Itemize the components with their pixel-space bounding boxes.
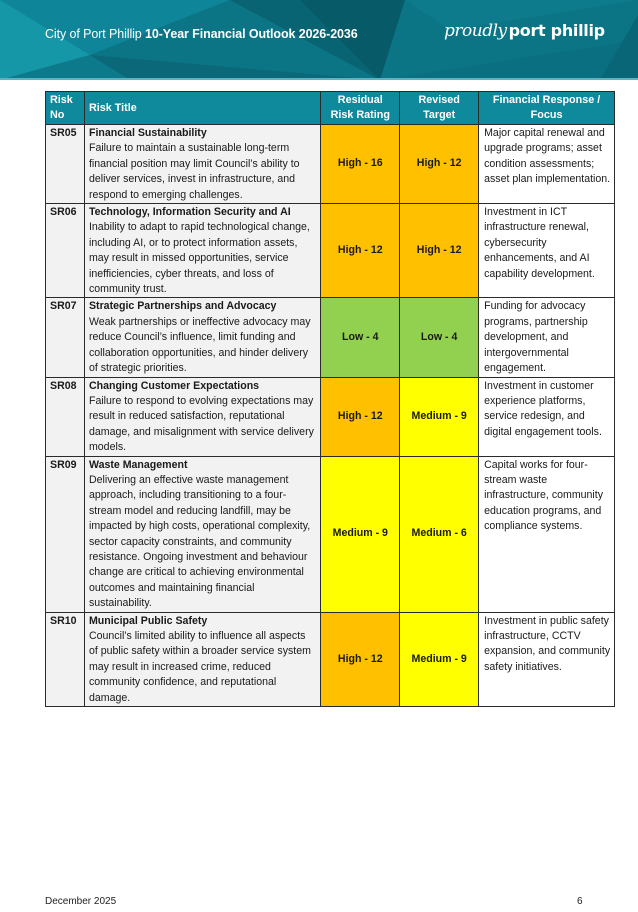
table-row	[46, 125, 615, 204]
risk-title: Strategic Partnerships and Advocacy	[88, 300, 277, 313]
residual-risk-rating: High - 12	[321, 377, 400, 456]
table-row	[46, 612, 615, 706]
risk-no: SR09	[46, 456, 85, 612]
financial-response: Investment in ICT infrastructure renewal, cybersecurity enhancements, and AI capability development.	[479, 204, 615, 298]
table-row	[46, 377, 615, 456]
revised-target: Medium - 9	[400, 377, 479, 456]
risk-no: SR10	[46, 612, 85, 706]
financial-response: Capital works for four-stream waste infrastructure, community education programs, and compliance systems.	[479, 456, 615, 612]
document-title	[45, 27, 358, 41]
risk-title-cell	[84, 612, 320, 706]
header-residual-risk-rating: Residual Risk Rating	[321, 92, 400, 125]
revised-target: Medium - 6	[400, 456, 479, 612]
risk-description: Delivering an effective waste management approach, including transitioning to a four-stream model and reducing landfill, may be impacted by high costs, operational complexity, sector capacity constraints, and community resistance. Ongoing investment and behaviour change are critical to achieving environmental outcomes and maintaining financial sustainability.	[88, 473, 311, 610]
table-row	[46, 204, 615, 298]
revised-target: High - 12	[400, 204, 479, 298]
financial-response: Funding for advocacy programs, partnership development, and intergovernmental engagement.	[479, 298, 615, 377]
risk-description: Failure to maintain a sustainable long-term financial position may limit Council’s ability to deliver services, invest in infrastructure, and respond to emerging challenges.	[88, 142, 300, 201]
page-number: 6	[577, 896, 583, 907]
risk-no: SR05	[46, 125, 85, 204]
financial-response: Investment in public safety infrastructure, CCTV expansion, and community safety initiatives.	[479, 612, 615, 706]
header-financial-response: Financial Response / Focus	[479, 92, 615, 125]
risk-description: Weak partnerships or ineffective advocacy may reduce Council’s influence, limit funding and collaboration opportunities, and hinder delivery of strategic priorities.	[88, 315, 311, 375]
table-header-row	[46, 92, 615, 125]
residual-risk-rating: High - 16	[321, 125, 400, 204]
header-risk-no: Risk No	[46, 92, 85, 125]
table-row	[46, 298, 615, 377]
document-title-bold: 10-Year Financial Outlook 2026-2036	[145, 27, 358, 41]
risk-title-cell	[84, 298, 320, 377]
risk-description: Failure to respond to evolving expectations may result in reduced satisfaction, reputational damage, and misalignment with service delivery models.	[88, 394, 314, 454]
residual-risk-rating: Medium - 9	[321, 456, 400, 612]
revised-target: Medium - 9	[400, 612, 479, 706]
document-title-prefix: City of Port Phillip	[45, 27, 142, 41]
logo-script-text: proudly	[444, 21, 507, 41]
risk-no: SR07	[46, 298, 85, 377]
risk-title-cell	[84, 125, 320, 204]
proudly-port-phillip-logo	[444, 21, 605, 41]
risk-title-cell	[84, 377, 320, 456]
risk-title-cell	[84, 456, 320, 612]
risk-title: Financial Sustainability	[88, 127, 207, 139]
risk-title: Municipal Public Safety	[88, 614, 208, 627]
risk-description: Inability to adapt to rapid technological change, including AI, or to protect information assets, may result in missed opportunities, service inefficiencies, cyber threats, and loss of community trust.	[88, 221, 310, 296]
risk-no: SR08	[46, 377, 85, 456]
financial-response: Major capital renewal and upgrade programs; asset condition assessments; asset plan implementation.	[479, 125, 615, 204]
logo-bold-text: port phillip	[508, 21, 605, 40]
strategic-risk-table	[45, 91, 615, 707]
risk-title: Technology, Information Security and AI	[88, 206, 291, 219]
footer-date: December 2025	[45, 896, 117, 907]
header-risk-title: Risk Title	[84, 92, 320, 125]
revised-target: High - 12	[400, 125, 479, 204]
table-row	[46, 456, 615, 612]
financial-response: Investment in customer experience platforms, service redesign, and digital engagement tools.	[479, 377, 615, 456]
risk-description: Council’s limited ability to influence all aspects of public safety within a broader service system may result in increased crime, reduced community confidence, and reputational damage.	[88, 630, 311, 704]
header-revised-target: Revised Target	[400, 92, 479, 125]
residual-risk-rating: Low - 4	[321, 298, 400, 377]
revised-target: Low - 4	[400, 298, 479, 377]
risk-title: Changing Customer Expectations	[88, 379, 260, 392]
risk-no: SR06	[46, 204, 85, 298]
residual-risk-rating: High - 12	[321, 612, 400, 706]
banner-bottom-rule	[0, 78, 638, 80]
header-banner	[0, 0, 638, 80]
risk-title-cell	[84, 204, 320, 298]
risk-title: Waste Management	[88, 458, 188, 471]
residual-risk-rating: High - 12	[321, 204, 400, 298]
